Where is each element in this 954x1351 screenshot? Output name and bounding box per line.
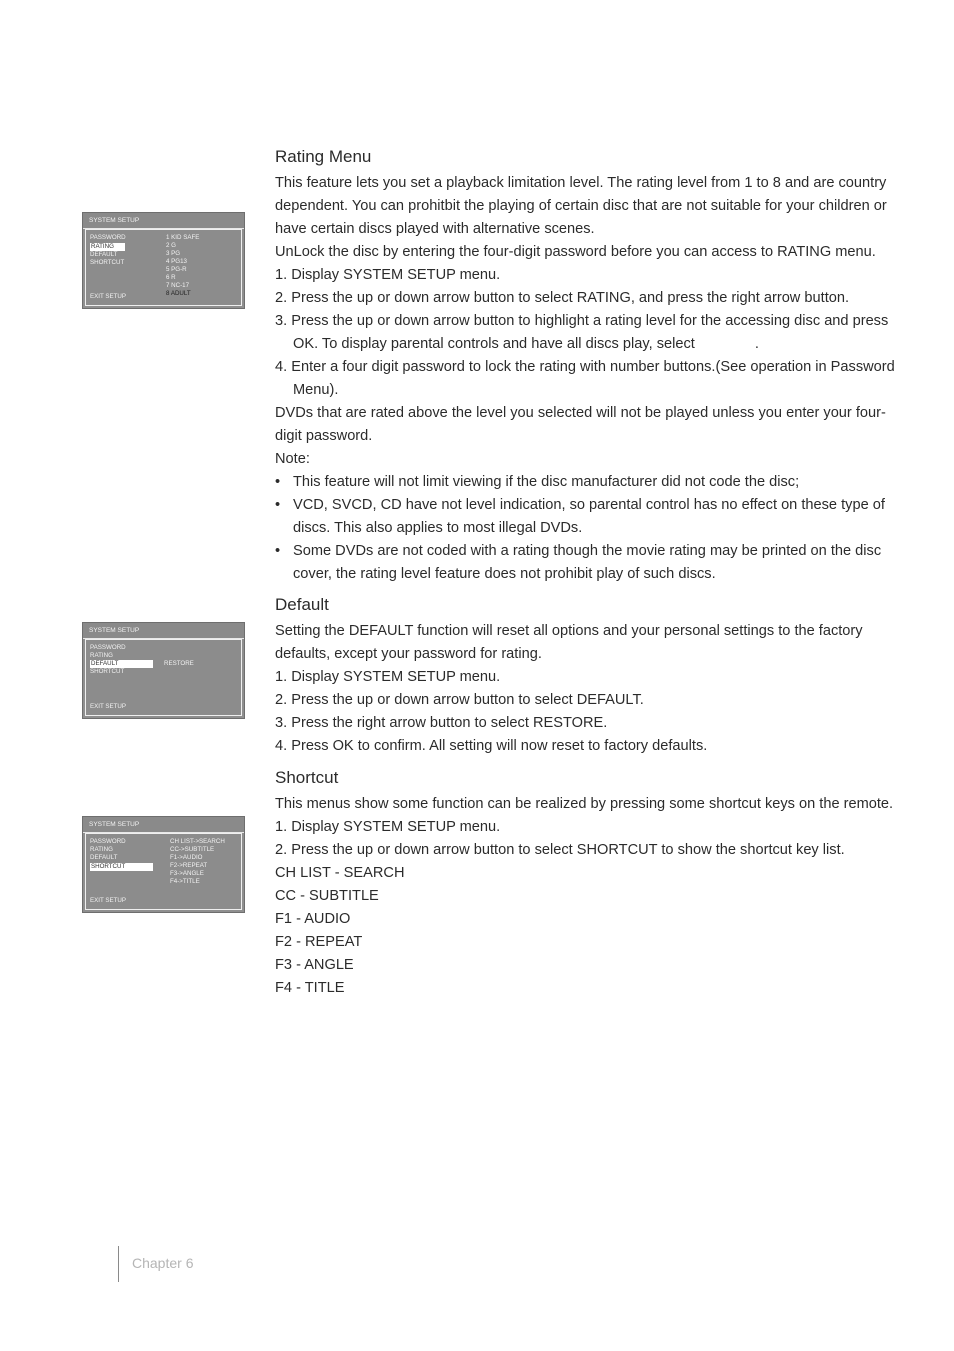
shortcut-key: F1 - AUDIO [275,911,351,927]
rating-intro: This feature lets you set a playback limitation level. The rating level from 1 to 8 and are country dependent. You can prohitbit the playing of certain disc that are not suitable for your children or have certain discs played with alternative scenes. [275,175,887,237]
osd-shortcut-option: F4->TITLE [170,878,200,885]
osd-panel [85,229,242,306]
osd-item-shortcut: SHORTCUT [90,668,125,675]
osd-title: SYSTEM SETUP [83,817,244,833]
rating-step: 2. Press the up or down arrow button to select RATING, and press the right arrow button. [275,290,850,306]
osd-item-password: PASSWORD [90,234,126,241]
osd-title: SYSTEM SETUP [83,213,244,229]
osd-rating-option: 5 PG-R [166,266,187,273]
note-label: Note: [275,451,310,467]
rating-after: DVDs that are rated above the level you selected will not be played unless you enter your four-digit password. [275,405,886,444]
bullet: • [275,474,281,490]
default-step: 1. Display SYSTEM SETUP menu. [275,669,501,685]
shortcut-step: 1. Display SYSTEM SETUP menu. [275,819,501,835]
default-steps [275,666,905,758]
osd-item-rating: RATING [90,846,113,853]
osd-item-password: PASSWORD [90,838,126,845]
osd-item-password: PASSWORD [90,644,126,651]
osd-item-shortcut: SHORTCUT [90,259,125,266]
osd-rating-option: 6 R [166,274,176,281]
note-item [275,540,905,586]
osd-shortcut-option: F2->REPEAT [170,862,208,869]
osd-restore-option: RESTORE [164,660,194,667]
default-step: 3. Press the right arrow button to select RESTORE. [275,715,608,731]
shortcut-key: CC - SUBTITLE [275,888,379,904]
shortcut-key: F3 - ANGLE [275,957,354,973]
chapter-label: Chapter 6 [132,1255,194,1271]
shortcut-key: F2 - REPEAT [275,934,363,950]
rating-step-3-text: 3. Press the up or down arrow button to highlight a rating level for the accessing disc and press OK. To display parental controls and have all discs play, select [275,313,889,352]
shortcut-heading: Shortcut [275,768,339,787]
osd-panel [85,833,242,910]
bullet: • [275,543,281,559]
shortcut-step: 2. Press the up or down arrow button to select SHORTCUT to show the shortcut key list. [275,842,845,858]
rating-section [275,146,905,586]
osd-shortcut-option: F3->ANGLE [170,870,204,877]
shortcut-key: F4 - TITLE [275,980,345,996]
rating-step: 4. Enter a four digit password to lock the rating with number buttons.(See operation in Password Menu). [275,359,895,398]
note-item [275,471,905,494]
shortcut-key: CH LIST - SEARCH [275,865,405,881]
default-heading: Default [275,595,329,614]
shortcut-intro: This menus show some function can be realized by pressing some shortcut keys on the remote. [275,796,894,812]
osd-rating-option: 7 NC-17 [166,282,190,289]
shortcut-steps [275,816,905,862]
rating-step-3-end: . [754,336,759,352]
rating-unlock: UnLock the disc by entering the four-digit password before you can access to RATING menu. [275,244,876,260]
osd-rating-option: 3 PG [166,250,181,257]
shortcut-osd-screenshot [82,816,245,913]
osd-rating-option-selected: 8 ADULT [166,290,191,297]
osd-shortcut-option: F1->AUDIO [170,854,203,861]
osd-shortcut-option: CC->SUBTITLE [170,846,215,853]
default-step: 2. Press the up or down arrow button to select DEFAULT. [275,692,644,708]
footer-divider [118,1246,119,1282]
osd-panel [85,639,242,716]
rating-step: 1. Display SYSTEM SETUP menu. [275,267,501,283]
note-item [275,494,905,540]
osd-item-default: DEFAULT [90,660,153,668]
rating-step [275,310,905,356]
osd-exit: EXIT SETUP [90,897,126,904]
note-text: VCD, SVCD, CD have not level indication, so parental control has no effect on these type of discs. This also applies to most illegal DVDs. [293,497,885,536]
note-text: This feature will not limit viewing if the disc manufacturer did not code the disc; [293,474,800,490]
shortcut-section [275,767,905,1000]
default-step: 4. Press OK to confirm. All setting will now reset to factory defaults. [275,738,708,754]
osd-item-shortcut: SHORTCUT [90,863,153,871]
osd-rating-option: 4 PG13 [166,258,187,265]
default-intro: Setting the DEFAULT function will reset all options and your personal settings to the factory defaults, except your password for rating. [275,623,863,662]
rating-osd-screenshot [82,212,245,309]
osd-item-default: DEFAULT [90,854,118,861]
osd-rating-option: 2 G [166,242,176,249]
rating-notes [275,471,905,586]
note-text: Some DVDs are not coded with a rating though the movie rating may be printed on the disc cover, the rating level feature does not prohibit play of such discs. [293,543,882,582]
osd-item-default: DEFAULT [90,251,118,258]
default-osd-screenshot [82,622,245,719]
osd-exit: EXIT SETUP [90,703,126,710]
default-section [275,594,905,758]
osd-shortcut-option: CH LIST->SEARCH [170,838,225,845]
osd-item-rating: RATING [90,652,113,659]
rating-steps [275,264,905,402]
osd-exit: EXIT SETUP [90,293,126,300]
rating-heading: Rating Menu [275,147,372,166]
osd-title: SYSTEM SETUP [83,623,244,639]
bullet: • [275,497,281,513]
osd-item-rating: RATING [90,243,125,251]
osd-rating-option: 1 KID SAFE [166,234,200,241]
